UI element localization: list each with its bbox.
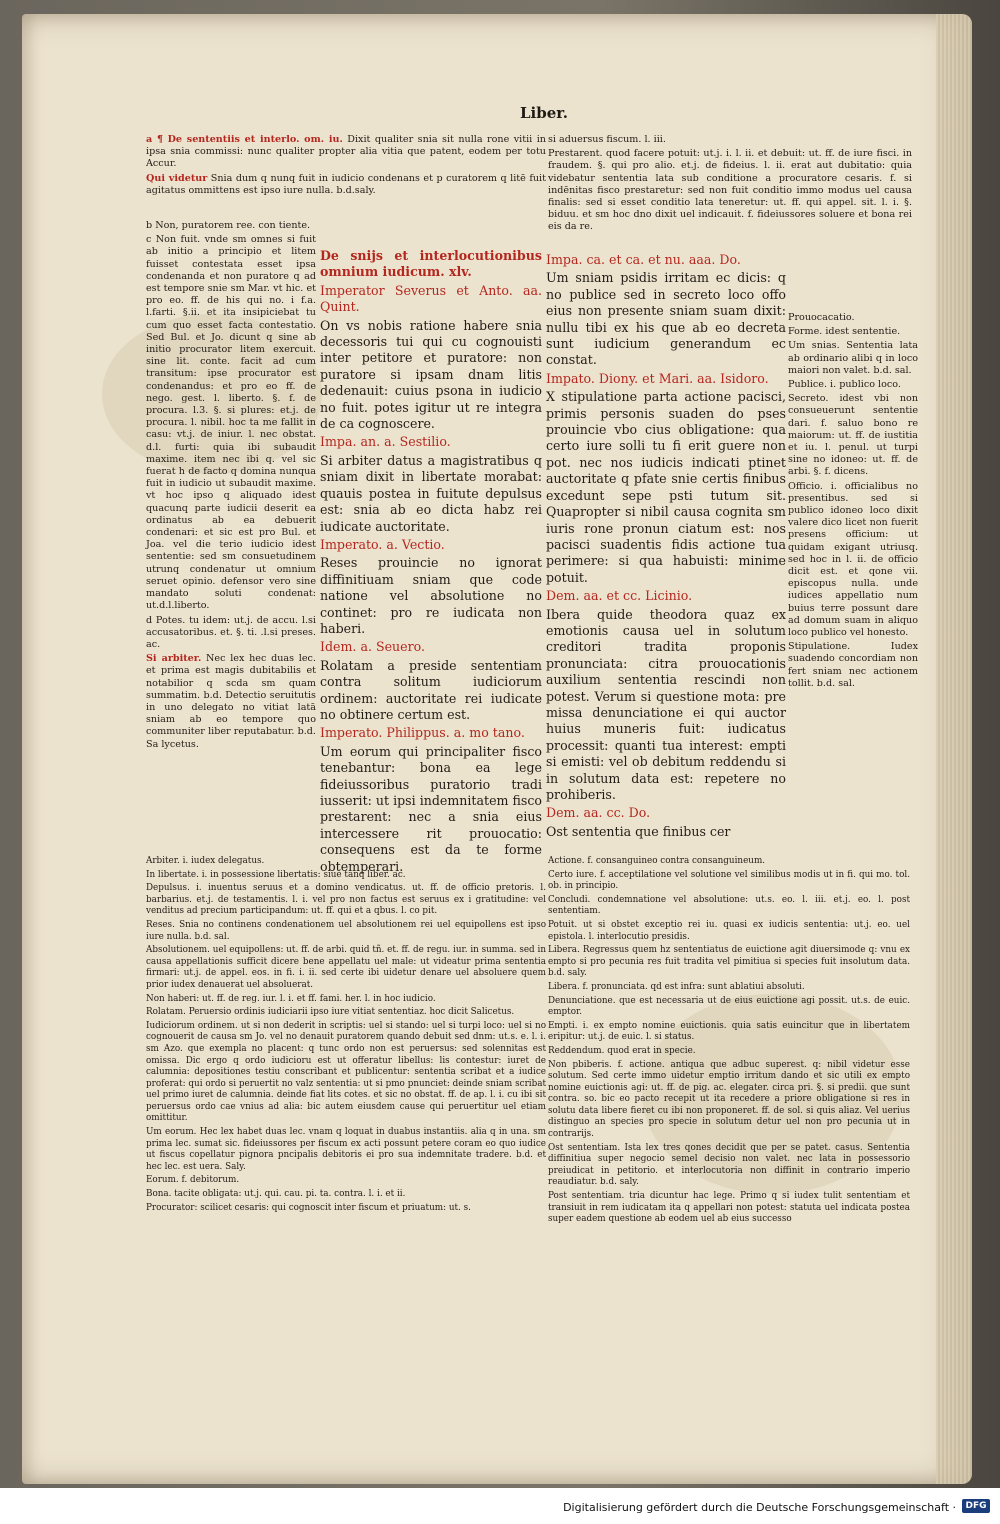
gloss-line: Post sententiam. tria dicuntur hac lege. Primo q si iudex tulit sententiam et transiuit in rem iudicatam ita q appellari non potest: statuta uel indicata postea super eadem questione ab eodem uel ab eius successo xyxy=(548,1191,910,1225)
rubric: Si arbiter. xyxy=(146,653,202,665)
law-text: Um eorum qui principaliter fisco tenebantur: bona ea lege fideiussoribus puratorio tradi iusserit: ut ipsi indemnitatem fisco prestarent: nec a snia eius intercessere rit prouocatio: consequens est da te forme obtemperari. xyxy=(320,743,542,874)
gloss-line: Concludi. condemnatione vel absolutione: ut.s. eo. l. iii. et.j. eo. l. post sententiam. xyxy=(548,894,910,917)
law-inscription: Impa. an. a. Sestilio. xyxy=(320,434,451,450)
gloss-line: Reses. Snia no continens condenationem uel absolutionem rei uel equipollens est ipso iure nulla. b.d. sal. xyxy=(146,919,546,942)
gloss-line: Procurator: scilicet cesaris: qui cognoscit inter fiscum et priuatum: ut. s. xyxy=(146,1202,471,1213)
gloss-line: Actione. f. consanguineo contra consanguineum. xyxy=(548,856,766,866)
gloss-line: Prestarent. quod facere potuit: ut.j. i. l. ii. et debuit: ut. ff. de iure fisci. in fraudem. §. qui pro alio. et.j. de fideius. l. ii. erat aut dubitatio: quia videbatur sententia lata sub conditione a procuratore cesaris. f. si indēnitas fisco prestaretur: sed non fuit conditio immo modus uel causa finalis: sed si esset conditio lata teneretur: ut. ff. qui appel. sit. l. i. §. biduu. et sm hoc dno dixit uel indicauit. f. fideiussores soluere et bona rei eis da re. xyxy=(548,148,912,233)
gloss-line: Potuit. ut si obstet exceptio rei iu. quasi ex iudicis sententia: ut.j. eo. uel epistola. l. interlocutio presidis. xyxy=(548,919,910,942)
gloss-line: Non haberi: ut. ff. de reg. iur. l. i. et ff. fami. her. l. in hoc iudicio. xyxy=(146,993,436,1004)
gloss-line: b Non, puratorem ree. con tiente. xyxy=(146,220,311,231)
law-inscription: Imperato. a. Vectio. xyxy=(320,536,445,552)
gloss-line: Forme. idest sententie. xyxy=(788,326,901,338)
law-inscription: Dem. aa. cc. Do. xyxy=(546,805,651,821)
gloss-line: Depulsus. i. inuentus seruus et a domino vendicatus. ut. ff. de officio pretoris. l. barbarius. et.j. de testamentis. l. i. vel pro non factus est seruus ex i gratitudine: vel venditus ad precium participandum: ut. ff. qui et a qbus. l. co pit. xyxy=(146,883,546,917)
gloss-line: Iudiciorum ordinem. ut si non dederit in scriptis: uel si stando: uel si turpi loco: uel si no cognouerit de causa sm Jo. vel no denauit puratorem quando debuit sed dnm: ut.s. e. l. i. sm Azo. que exempla no placent: q tunc ordo non est peruersus: sed solennitas est omissa. Dic ergo q ordo iudicioru est ut offeratur libellus: lis contestur: iuret de calumnia: depositiones testiu conscribant et publicentur: sententia scribat et a iudice proferat: qui ordo si peruertit no valz sententia: ut si pmo pnunciet: deinde sniam scribat uel primo iuret de calumnia. deinde fiat lits cotes. et sic no obstat. ff. de ap. l. i. cu ibi sit peruersus ordo cae vnius ad alia: bic autem eiusdem cause qui peruertitur uel etiam omittitur. xyxy=(146,1020,546,1124)
law-text: On vs nobis ratione habere snia decessoris tui qui cu cognouisti inter petitore et puratore: non puratore si ipsam dnam litis dedenauit: cuius psona in iudicio no fuit. potes igitur ut re integra de ca cognoscere. xyxy=(320,317,542,432)
running-head: Liber. xyxy=(520,104,569,122)
law-inscription: Imperator Severus et Anto. aa. Quint. xyxy=(320,282,542,315)
gloss-line: Arbiter. i. iudex delegatus. xyxy=(146,856,265,866)
gloss-line: Eorum. f. debitorum. xyxy=(146,1175,240,1186)
law-inscription: Impato. Diony. et Mari. aa. Isidoro. xyxy=(546,370,769,386)
column-b-main-text xyxy=(320,248,542,877)
gloss-line: Non pbiberis. f. actione. antiqua que adbuc superest. q: nibil videtur esse solutum. Sed certe immo uidetur emptio irritum dando et sic utili ex empto nomine euictionis agi: ut. ff. de pig. ac. elegater. circa pri. §. si predii. que sunt contra. so. bic eo pacto recepit ut ita recedere a priore obligatione si res in solutu data libere fieret cu ibi non proponeret. ff. de sol. si quis aliaz. Vel uerius distinguo an species pro specie in solutum detur uel non pro pecunia ut in contrarijs. xyxy=(548,1059,910,1140)
law-text: Rolatam a preside sententiam contra solitum iudiciorum ordinem: auctoritate rei iudicate no obtinere certum est. xyxy=(320,657,542,722)
gloss-line: Stipulatione. Iudex suadendo concordiam non fert sniam nec actionem tollit. b.d. sal. xyxy=(788,641,918,689)
gloss-line: Libera. f. pronunciata. qd est infra: sunt ablatiui absoluti. xyxy=(548,981,805,992)
gloss-line: si aduersus fiscum. l. iii. xyxy=(548,134,666,145)
gloss-line: Certo iure. f. acceptilatione vel solutione vel similibus modis ut in fi. qui mo. tol. ob. in principio. xyxy=(548,869,910,892)
gloss-line: Bona. tacite obligata: ut.j. qui. cau. pi. ta. contra. l. i. et ii. xyxy=(146,1189,406,1200)
gloss-text: Nec lex hec duas lec. et prima est magis dubitabilis et notabilior q scda sm quam summatim. b.d. Detectio seruitutis in uno delegato no vitiat latā sniam ab eo tempore quo communiter liber reputabatur. b.d. Sa lycetus. xyxy=(146,653,316,750)
gloss-line: Denunciatione. que est necessaria ut de eius euictione agi possit. ut.s. de euic. emptor. xyxy=(548,995,910,1018)
law-inscription: Idem. a. Seuero. xyxy=(320,639,425,655)
law-inscription: Dem. aa. et cc. Licinio. xyxy=(546,588,693,604)
gloss-line: Secreto. idest vbi non consueuerunt sententie dari. f. saluo bono re maiorum: ut. ff. de iustitia et iu. l. penul. ut turpi sine no idoneo: ut. ff. de arbi. §. f. dicens. xyxy=(788,393,918,478)
law-inscription: Impa. ca. et ca. et nu. aaa. Do. xyxy=(546,252,741,267)
gloss-text: Snia dum q nunq fuit in iudicio condenans et p curatorem q litē fuit agitatus ommittens est ipso iure nulla. b.d.saly. xyxy=(146,172,546,196)
gloss-line: Libera. Regressus quem hz sententiatus de euictione agit diuersimode q: vnu ex empto si pro pecunia res fuit tradita vel pimitiua si species fuit insolutum data. b.d. saly. xyxy=(548,945,910,979)
footer-bar xyxy=(0,1488,1000,1524)
gloss-line: d Potes. tu idem: ut.j. de accu. l.si accusatoribus. et. §. ti. .l.si preses. ac. xyxy=(146,614,316,650)
law-text: Ost sententia que finibus cer xyxy=(546,823,731,839)
pilcrow-marker: a ¶ xyxy=(146,134,164,145)
page-edge-stack xyxy=(936,14,972,1484)
lower-left-gloss xyxy=(146,856,546,1216)
law-text: Ibera quide theodora quaz ex emotionis causa uel in solutum creditori tradita proponis pronunciata: citra prouocationis auxilium sententia rescindi non potest. Verum si questione mota: pre missa denunciatione ei qui auctor huius muneris fuit: iudicatus processit: quanti tua interest: empti si emisti: vel ob debitum reddendu si in solutum data est: repetere no prohiberis. xyxy=(546,606,786,802)
funding-credit: Digitalisierung gefördert durch die Deutsche Forschungsgemeinschaft · xyxy=(563,1501,956,1514)
dfg-logo: DFG xyxy=(962,1499,990,1513)
title-heading: De snijs et interlocutionibus omnium iudicum. xlv. xyxy=(320,248,542,280)
gloss-line: Um snias. Sententia lata ab ordinario alibi q in loco maiori non valet. b.d. sal. xyxy=(788,340,918,376)
gloss-line: Um eorum. Hec lex habet duas lec. vnam q loquat in duabus instantiis. alia q in una. sm prima lec. sumat sic. fideiussores per fiscum ex acti possunt petere coram eo quo iudice ut fiscus copellatur pignora pncipalis debitoris ei pro sua indemnitate tradere. b.d. et hec lec. est uera. Saly. xyxy=(146,1127,546,1172)
column-c-top-gloss xyxy=(548,134,912,236)
column-a-top xyxy=(146,134,546,199)
gloss-line: Rolatam. Peruersio ordinis iudiciarii ipso iure vitiat sententiaz. hoc dicit Salicetus. xyxy=(146,1007,515,1018)
column-c-side-gloss xyxy=(788,312,918,692)
gloss-line: Prouocacatio. xyxy=(788,312,855,323)
law-text: X stipulatione parta actione pacisci, primis personis suaden do pses prouincie vbo cius obligatione: qua certo iure solli tu fi erit guere non pot. nec nos iudicis indicati ptinet auctoritate q pfate snie certis finibus excedunt sepe psti tutum sit. Quapropter si nibil causa cognita sm iuris rone pronun ciatum est: nos pacisci suadentis fidis actione tua perimere: si qua habuisti: minime potuit. xyxy=(546,389,786,585)
gloss-line: Absolutionem. uel equipollens: ut. ff. de arbi. quid tñ. et. ff. de regu. iur. in summa. sed in causa appellationis sufficit dicere bene appellatu uel male: ut videatur prima sententia firmari: ut.j. de appel. eos. in fi. i. ii. sed certe ibi uidetur denare uel absoluere quem prior iudex denauerat uel absoluerat. xyxy=(146,945,546,990)
gloss-line: Ost sententiam. Ista lex tres qones decidit que per se patet. casus. Sententia diffinitiua super negocio semel decisio non valet. nec lata in possessorio preiudicat in petitorio. et interlocutoria non diffinit in contrario imperio reaudiatur. b.d. saly. xyxy=(548,1142,910,1188)
law-text: Si arbiter datus a magistratibus q sniam dixit in libertate morabat: quauis postea in fuitute depulsus est: snia ab eo dicta habz rei iudicate auctoritate. xyxy=(320,452,542,534)
gloss-line: Publice. i. publico loco. xyxy=(788,379,901,391)
rubric: Qui videtur xyxy=(146,172,208,184)
rubric: De sententiis et interlo. om. iu. xyxy=(167,134,343,145)
law-text: Um sniam psidis irritam ec dicis: q no publice sed in secreto loco offo eius non presente sniam suam dixit: nullu tibi ex his que ab eo decreta sunt iudicium generandum ec constat. xyxy=(546,270,786,368)
gloss-text: Dixit qualiter snia sit nulla rone vitii in ipsa snia commissi: nunc qualiter propter alia vitia que patent, eodem per totu Accur. xyxy=(146,134,546,170)
gloss-line: c Non fuit. vnde sm omnes si fuit ab initio a principio et litem fuisset contestata esset ipsa condenanda et non puratore q ad est tempore snie sm Mar. vt hic. et pro eo. ff. de his qui no. i f.a. l.farti. §.ii. et ita insipiciebat tu cum quo esset facta contestatio. Sed Bul. et Jo. dicunt q sine ab initio procurator litem exercuit. sine lit. conte. facit ad cum transitum: ipse procurator est condenandus: et pro eo ff. de nego. gest. l. liberto. §. f. de procura. l.3. §. si plures: et.j. de procura. l. nibil. hoc ta me fallit in casu: vt.j. de iniur. l. nec obstat. d.l. furti: quia ibi subaudit maxime. item nec ibi q. vel sic fuerat h de facto q domina nunqua fuit in iudicio ut subaudit maxime. vt hoc ipso q aliquado idest quacunq parte iudicii deserit ea ordinatus ab ea debuerit condenari: et sic est pro Bul. et Joa. vel die terio iudicio idest sententie: sed sm consuetudinem utrunq condenatur ut omnium seruet opinio. defensor vero sine mandato soluti condenat: ut.d.l.liberto. xyxy=(146,234,316,612)
column-a-gloss xyxy=(146,220,316,753)
law-text: Reses prouincie no ignorat diffinitiuam sniam que code natione vel absolutione no continet: pro re iudicata non haberi. xyxy=(320,555,542,636)
gloss-line: Empti. i. ex empto nomine euictionis. quia satis euincitur que in libertatem eripitur: ut.j. de euic. l. si status. xyxy=(548,1020,910,1043)
lower-right-gloss xyxy=(548,856,910,1228)
gloss-line: Reddendum. quod erat in specie. xyxy=(548,1045,696,1056)
gloss-line: In libertate. i. in possessione libertatis: siue tanq liber. ac. xyxy=(146,869,406,880)
law-inscription: Imperato. Philippus. a. mo tano. xyxy=(320,725,525,741)
column-c-main-text xyxy=(546,252,786,842)
gloss-line: Officio. i. officialibus no presentibus. sed si publico idoneo loco dixit valere dico licet non fuerit presens officium: ut quidam exigant utriusq. sed hoc in l. ii. de officio dicit est. et qone vii. episcopus nulla. unde iudices appellatio num buius terre possunt dare ad domum suam in aliquo loco publico vel honesto. xyxy=(788,480,918,639)
